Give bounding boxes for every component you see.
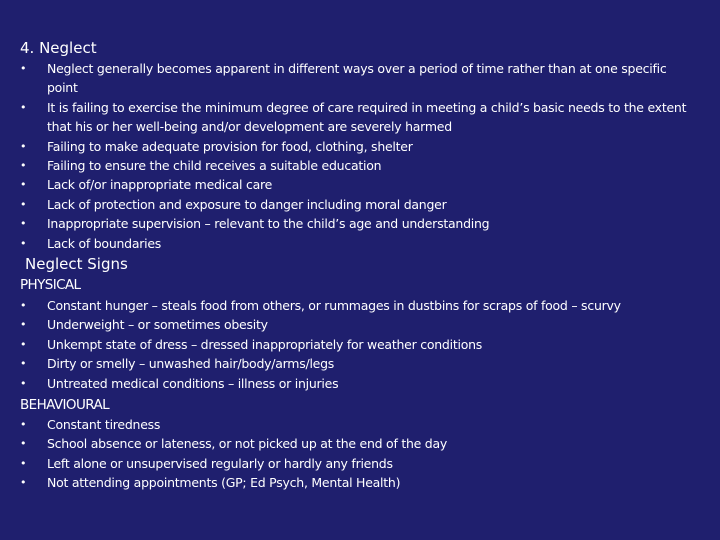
list-item	[0, 374, 720, 393]
list-item	[0, 434, 720, 453]
list-item	[0, 415, 720, 434]
list-item-text: Lack of protection and exposure to danger including moral danger	[47, 196, 447, 212]
behavioural-signs-list	[0, 415, 720, 493]
list-item-text: Lack of/or inappropriate medical care	[47, 177, 273, 193]
bullet-icon: •	[20, 299, 27, 312]
list-item	[0, 454, 720, 473]
bullet-icon: •	[20, 318, 27, 332]
bullet-icon: •	[20, 100, 27, 114]
list-item-text: Constant tiredness	[47, 417, 161, 432]
list-item	[0, 195, 720, 214]
bullet-icon: •	[20, 236, 27, 250]
list-item	[0, 214, 720, 233]
behavioural-subheading: BEHAVIOURAL	[20, 397, 110, 413]
list-item	[0, 175, 720, 194]
bullet-icon: •	[20, 197, 27, 211]
list-item	[0, 137, 720, 156]
neglect-definition-list	[0, 59, 720, 253]
list-item-text: It is failing to exercise the minimum degree of care required in meeting a child’s basic needs to the extent that his or her well-being and/or development are severely harmed	[47, 99, 687, 135]
bullet-icon: •	[20, 418, 27, 431]
bullet-icon: •	[20, 62, 27, 75]
bullet-icon: •	[20, 456, 27, 470]
physical-signs-list	[0, 296, 720, 393]
list-item-text: Dirty or smelly – unwashed hair/body/arms/legs	[47, 356, 335, 372]
list-item	[0, 315, 720, 334]
list-item	[0, 354, 720, 373]
bullet-icon: •	[20, 437, 27, 451]
section-title-neglect-signs: Neglect Signs	[25, 255, 128, 273]
list-item-text: Neglect generally becomes apparent in different ways over a period of time rather than at one specific point	[47, 61, 667, 96]
bullet-icon: •	[20, 337, 27, 351]
list-item	[0, 335, 720, 354]
list-item-text: Untreated medical conditions – illness or injuries	[47, 375, 339, 391]
bullet-icon: •	[20, 217, 27, 231]
section-title-neglect: 4. Neglect	[20, 39, 97, 57]
bullet-icon: •	[20, 139, 27, 153]
list-item	[0, 296, 720, 315]
list-item-text: School absence or lateness, or not picked up at the end of the day	[47, 436, 448, 452]
list-item-text: Failing to ensure the child receives a suitable education	[47, 158, 382, 174]
list-item-text: Inappropriate supervision – relevant to the child’s age and understanding	[47, 216, 490, 232]
list-item	[0, 59, 720, 98]
list-item-text: Constant hunger – steals food from others, or rummages in dustbins for scraps of food – scurvy	[47, 298, 621, 313]
bullet-icon: •	[20, 357, 27, 371]
bullet-icon: •	[20, 159, 27, 173]
bullet-icon: •	[20, 178, 27, 192]
list-item-text: Lack of boundaries	[47, 235, 162, 251]
list-item-text: Underweight – or sometimes obesity	[47, 317, 268, 333]
list-item-text: Left alone or unsupervised regularly or hardly any friends	[47, 455, 393, 471]
list-item	[0, 234, 720, 253]
list-item	[0, 473, 720, 492]
list-item-text: Unkempt state of dress – dressed inappropriately for weather conditions	[47, 336, 483, 352]
list-item-text: Not attending appointments (GP; Ed Psych, Mental Health)	[47, 475, 401, 491]
bullet-icon: •	[20, 376, 27, 390]
bullet-icon: •	[20, 476, 27, 490]
list-item	[0, 98, 720, 137]
list-item	[0, 156, 720, 175]
physical-subheading: PHYSICAL	[20, 277, 81, 293]
list-item-text: Failing to make adequate provision for food, clothing, shelter	[47, 138, 413, 154]
